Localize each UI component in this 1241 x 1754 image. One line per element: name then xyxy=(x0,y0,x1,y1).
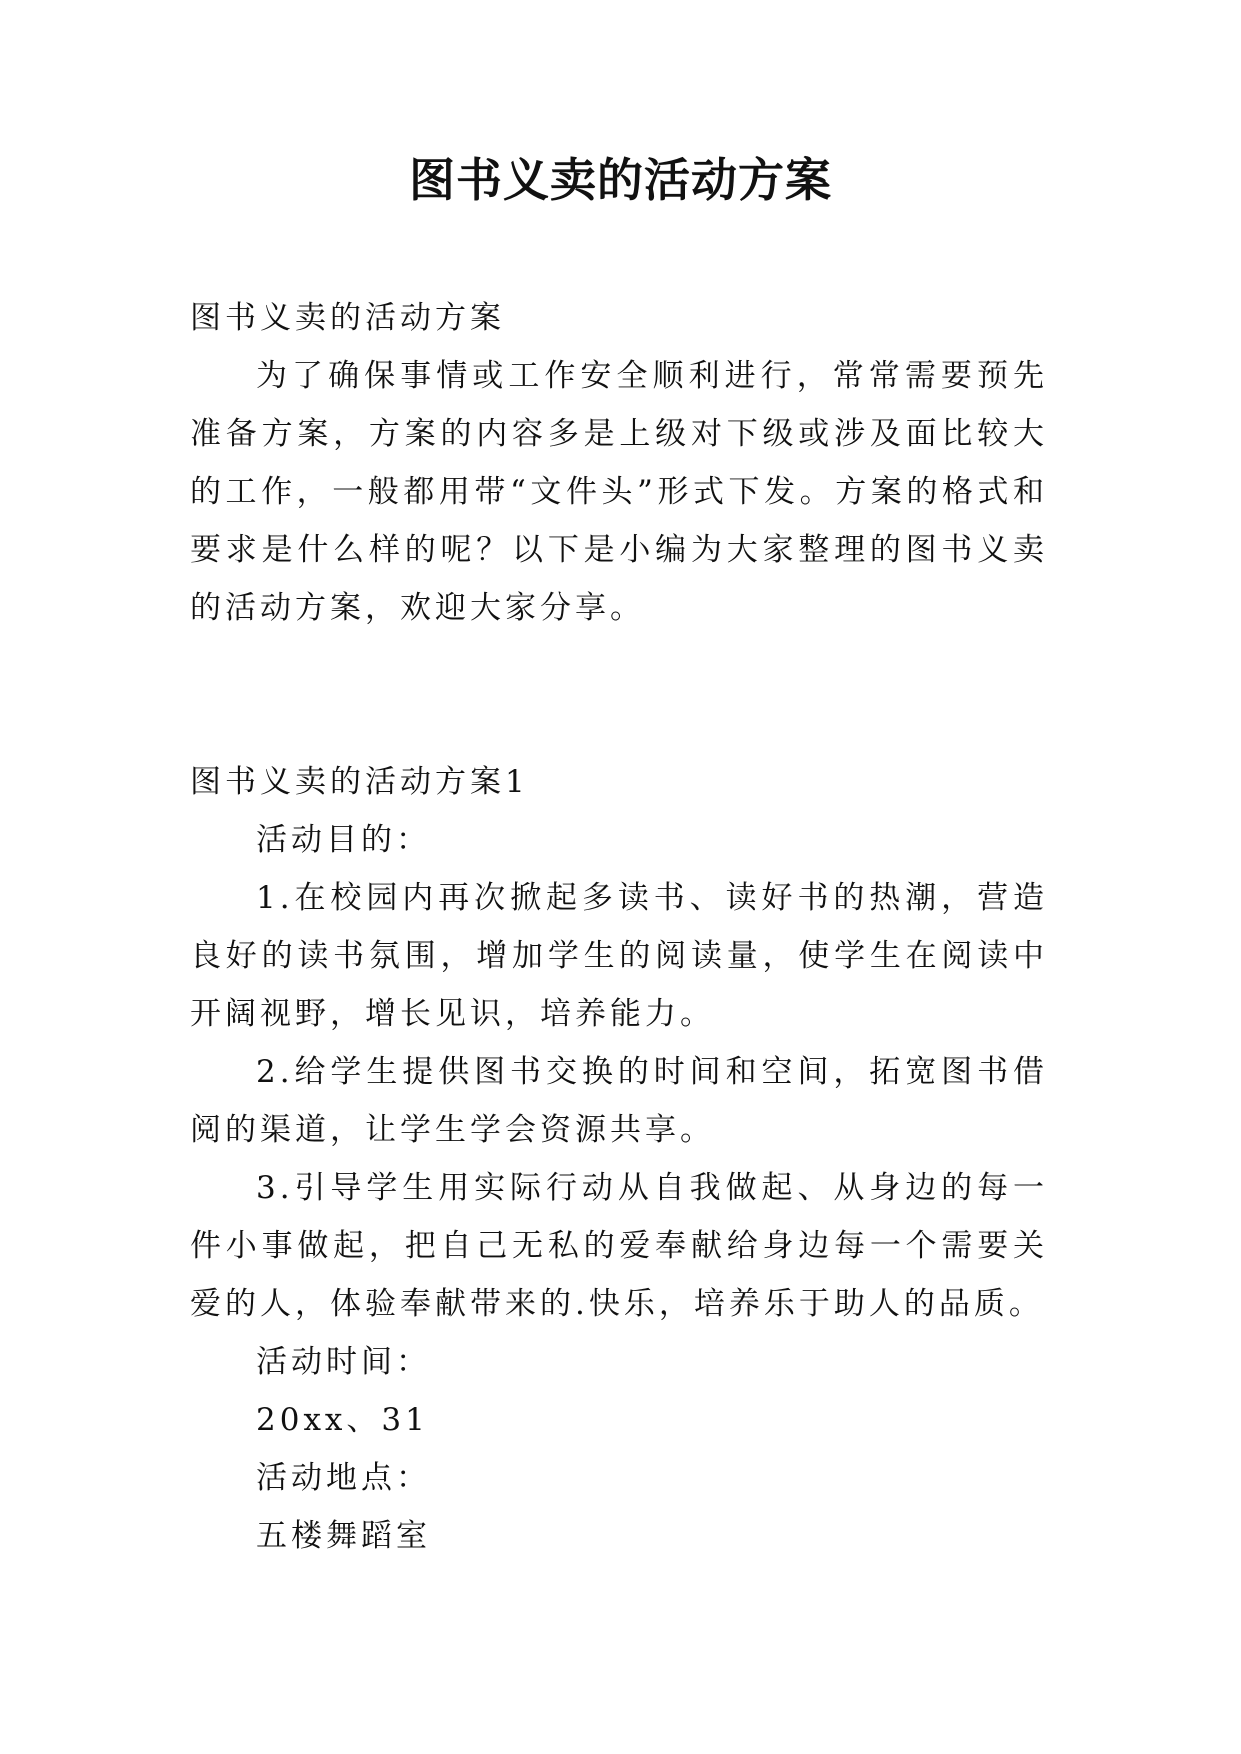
purpose-item-1: 1.在校园内再次掀起多读书、读好书的热潮，营造良好的读书氛围，增加学生的阅读量，使学生在阅读中开阔视野，增长见识，培养能力。 xyxy=(190,880,1048,1032)
purpose-label: 活动目的： xyxy=(256,822,431,858)
section1-heading: 图书义卖的活动方案1 xyxy=(190,764,529,800)
document-title: 图书义卖的活动方案 xyxy=(409,153,832,207)
purpose-item-3: 3.引导学生用实际行动从自我做起、从身边的每一件小事做起，把自己无私的爱奉献给身边每一个需要关爱的人，体验奉献带来的.快乐，培养乐于助人的品质。 xyxy=(190,1170,1048,1322)
time-label: 活动时间： xyxy=(256,1344,431,1380)
document-body xyxy=(190,289,1048,1565)
intro-heading: 图书义卖的活动方案 xyxy=(190,300,505,336)
section-spacer xyxy=(190,637,1048,753)
place-label: 活动地点： xyxy=(256,1460,431,1496)
purpose-item-2: 2.给学生提供图书交换的时间和空间，拓宽图书借阅的渠道，让学生学会资源共享。 xyxy=(190,1054,1048,1148)
time-value: 20xx、31 xyxy=(256,1402,429,1438)
place-value: 五楼舞蹈室 xyxy=(256,1518,431,1554)
intro-paragraph: 为了确保事情或工作安全顺利进行，常常需要预先准备方案，方案的内容多是上级对下级或涉及面比较大的工作，一般都用带“文件头”形式下发。方案的格式和要求是什么样的呢？以下是小编为大家整理的图书义卖的活动方案，欢迎大家分享。 xyxy=(190,358,1048,626)
